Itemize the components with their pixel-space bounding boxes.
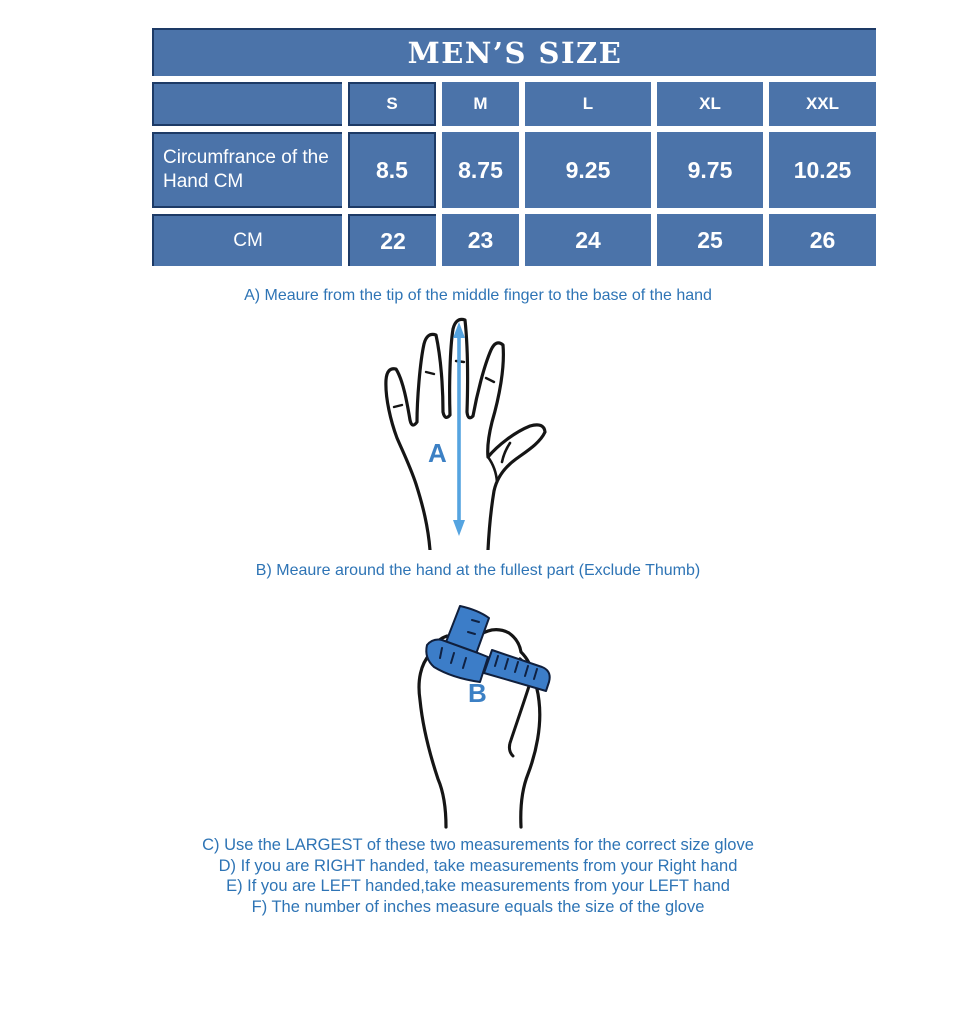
circumference-value-l: 9.25 [525, 132, 651, 208]
circumference-value-xl: 9.75 [657, 132, 763, 208]
table-title: MEN’S SIZE [152, 28, 876, 76]
circumference-value-xxl: 10.25 [769, 132, 876, 208]
column-header-xl: XL [657, 82, 763, 126]
instruction-d: D) If you are RIGHT handed, take measurements from your Right hand [218, 856, 738, 875]
row-label-circumference: Circumfrance of the Hand CM [152, 132, 342, 208]
mens-size-table [152, 28, 876, 266]
circumference-value-m: 8.75 [442, 132, 519, 208]
cm-value-s: 22 [348, 214, 436, 266]
instruction-f: F) The number of inches measure equals the size of the glove [251, 897, 705, 916]
fist-measure-diagram [380, 590, 600, 830]
column-header-xxl: XXL [769, 82, 876, 126]
cm-value-l: 24 [525, 214, 651, 266]
instruction-c: C) Use the LARGEST of these two measurements for the correct size glove [202, 836, 754, 854]
open-hand-icon [360, 310, 600, 550]
column-header-m: M [442, 82, 519, 126]
instructions-c-to-f [0, 835, 956, 917]
measuring-tape-band [484, 650, 550, 691]
column-header-l: L [525, 82, 651, 126]
fist-icon [380, 590, 600, 830]
instruction-a: A) Meaure from the tip of the middle finger to the base of the hand [244, 287, 712, 304]
circumference-value-s: 8.5 [348, 132, 436, 208]
column-header-s: S [348, 82, 436, 126]
label-b: B [468, 678, 487, 708]
table-corner-cell [152, 82, 342, 126]
cm-value-m: 23 [442, 214, 519, 266]
open-hand-measure-diagram [360, 310, 600, 550]
row-label-cm: CM [152, 214, 342, 266]
cm-value-xxl: 26 [769, 214, 876, 266]
instruction-e: E) If you are LEFT handed,take measurements from your LEFT hand [226, 877, 730, 895]
cm-value-xl: 25 [657, 214, 763, 266]
instruction-b: B) Meaure around the hand at the fullest part (Exclude Thumb) [255, 562, 701, 579]
label-a: A [428, 438, 447, 468]
